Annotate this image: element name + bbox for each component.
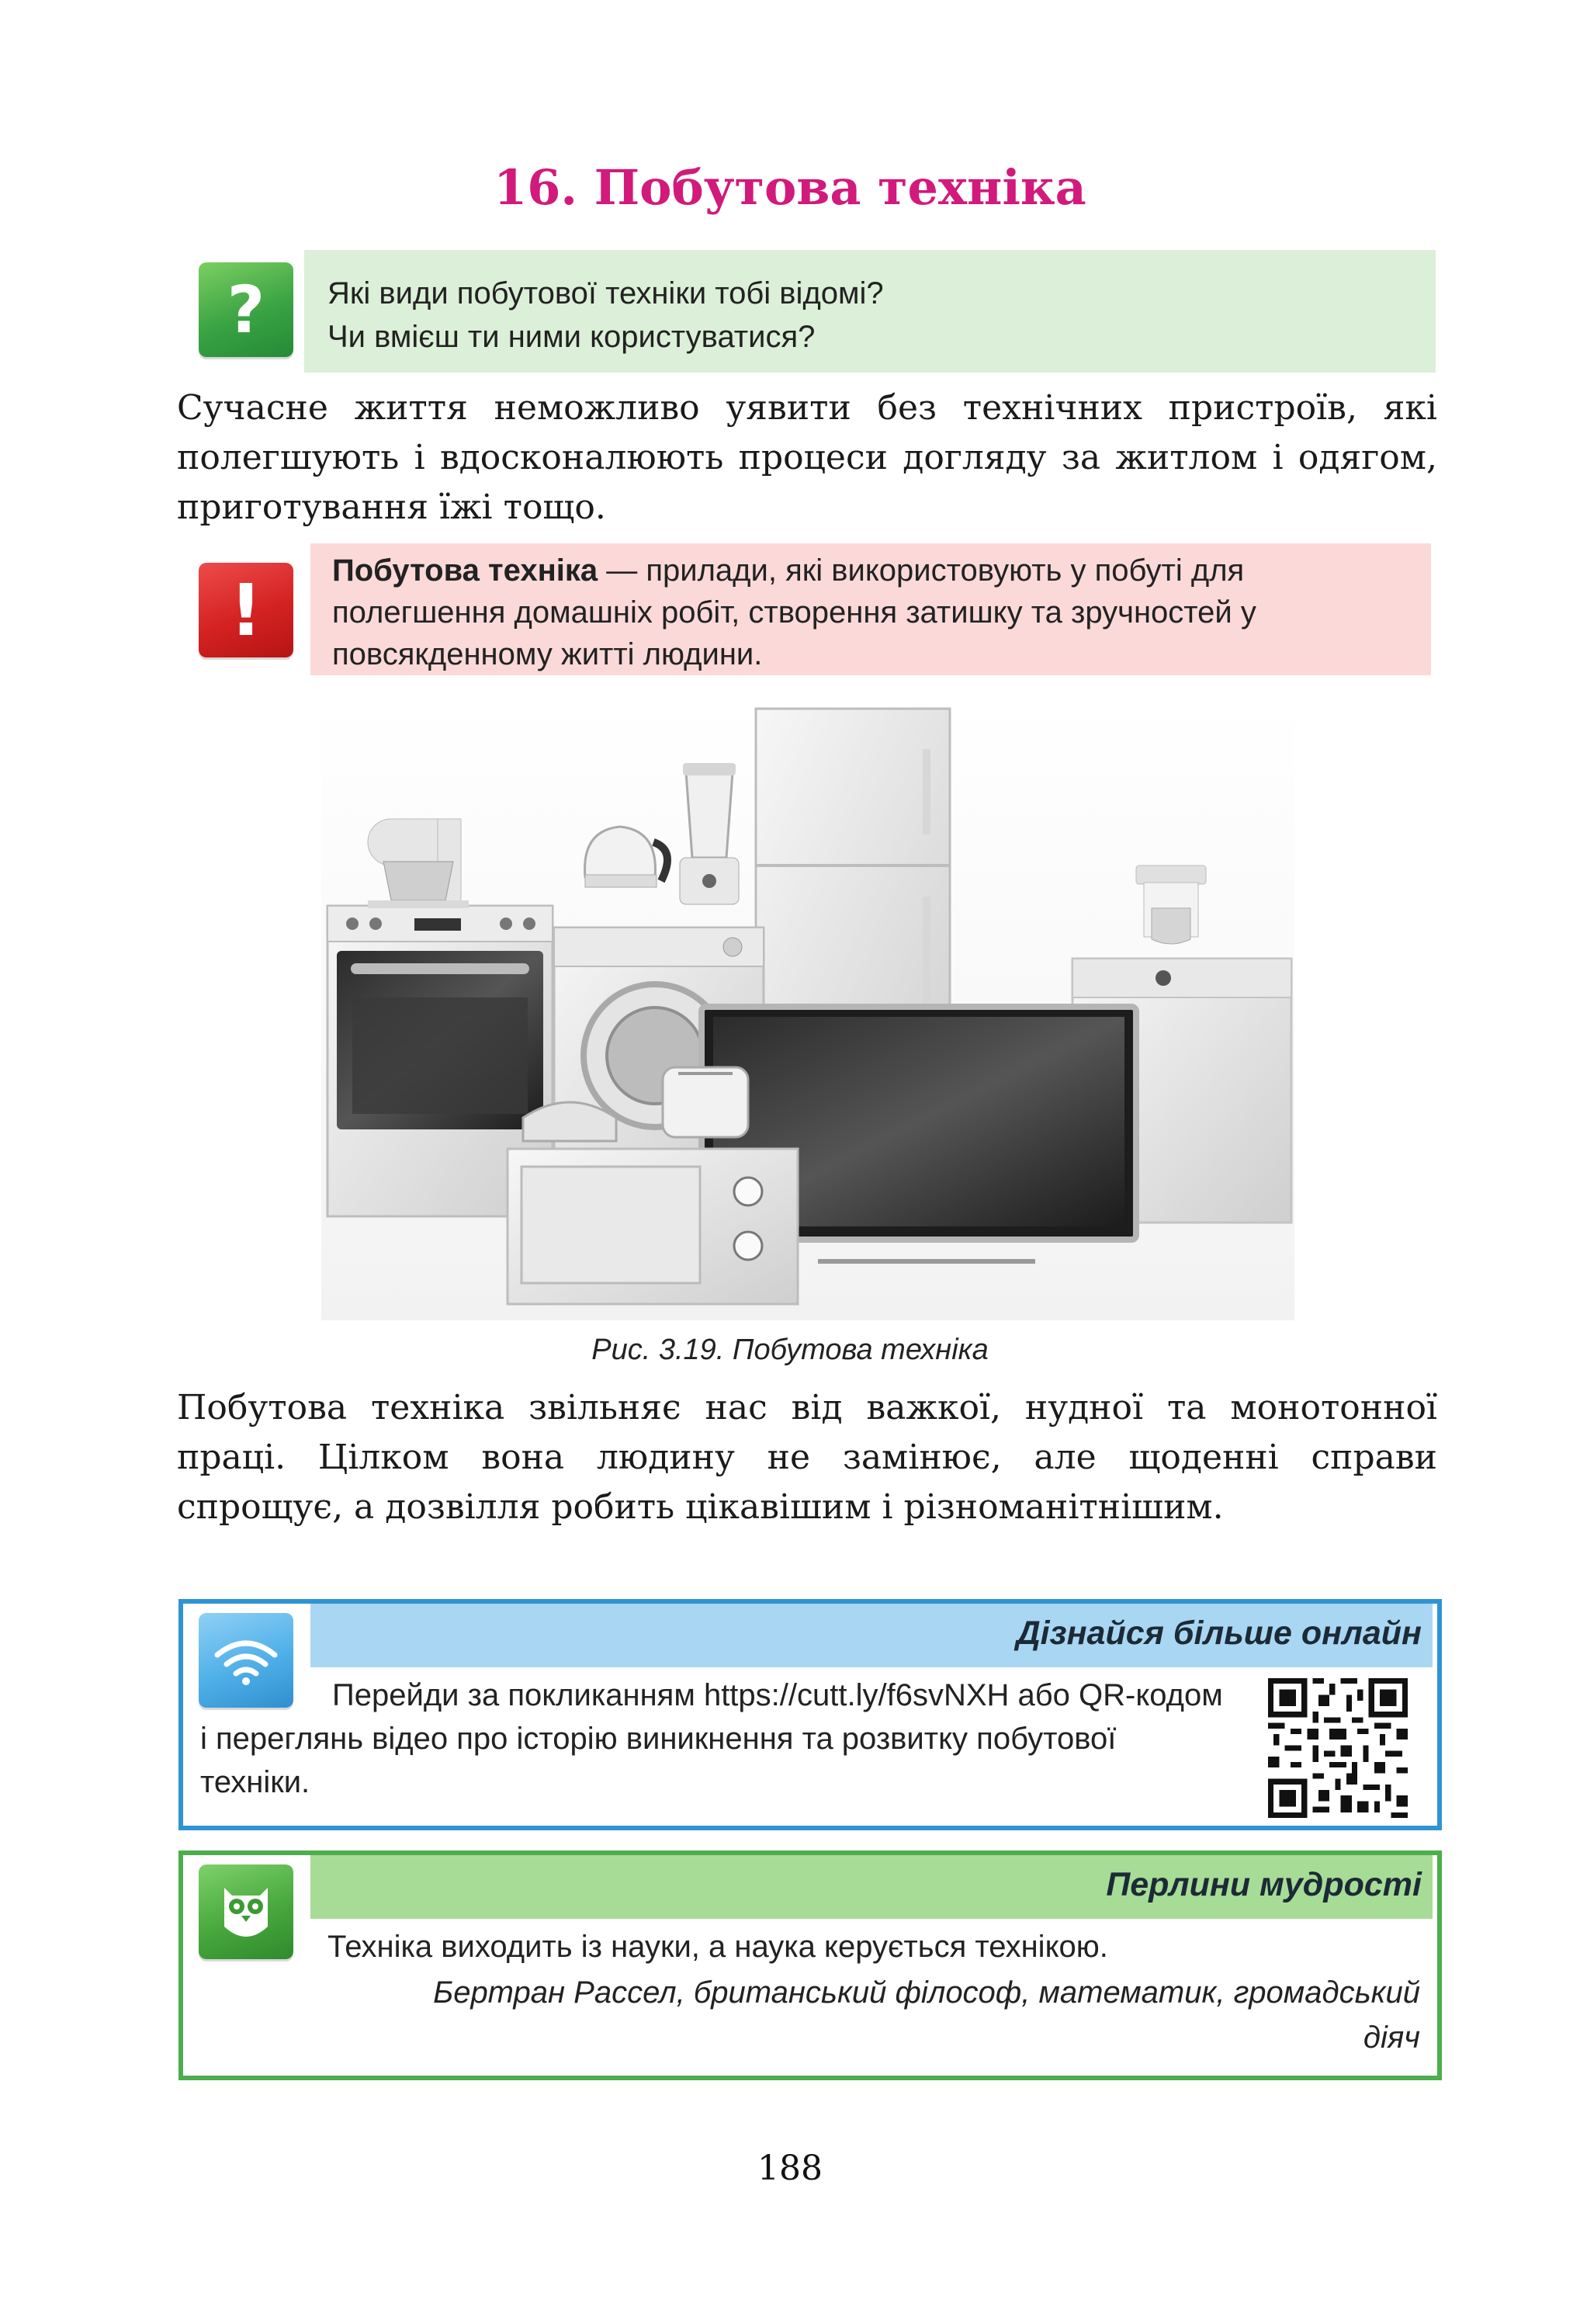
microwave-illustration <box>508 1149 798 1304</box>
figure-caption: Рис. 3.19. Побутова техніка <box>591 1334 989 1366</box>
toaster-illustration <box>663 1067 748 1137</box>
wisdom-title-bar <box>310 1855 1433 1919</box>
wisdom-author: Бертран Рассел, британський філософ, математик, громадський діяч <box>433 1975 1420 2055</box>
wisdom-title: Перлини мудрості <box>1106 1866 1422 1903</box>
coffee-maker-illustration <box>1136 865 1206 944</box>
question-text <box>327 272 884 359</box>
definition-text <box>332 550 1419 675</box>
exclamation-icon: ! <box>199 563 293 657</box>
question-icon: ? <box>199 262 293 357</box>
owl-icon <box>199 1864 293 1959</box>
page-number: 188 <box>757 2149 823 2188</box>
intro-paragraph: Сучасне життя неможливо уявити без технічних пристроїв, які полегшують і вдосконалюють процеси догляду за житлом і одягом, приготування їжі тощо. <box>177 388 1437 527</box>
definition-body: — прилади, які використовують у побуті для полегшення домашніх робіт, створення затишку та зручностей у повсякденному житті людини. <box>332 553 1256 671</box>
question-line-1: Які види побутової техніки тобі відомі? <box>327 276 884 310</box>
page-title: 16. Побутова техніка <box>494 159 1086 216</box>
online-title: Дізнайся більше онлайн <box>1016 1615 1422 1652</box>
online-title-bar <box>310 1604 1433 1667</box>
wisdom-quote: Техніка виходить із науки, а наука керується технікою. <box>327 1930 1108 1964</box>
qr-code[interactable] <box>1268 1678 1408 1818</box>
definition-term: Побутова техніка <box>332 553 598 588</box>
second-paragraph: Побутова техніка звільняє нас від важкої, нудної та монотонної праці. Цілком вона людину не замінює, але щоденні справи спрощує, а дозвілля робить цікавішим і різноманітнішим. <box>177 1388 1437 1527</box>
appliances-figure <box>321 702 1294 1320</box>
question-line-2: Чи вмієш ти ними користуватися? <box>327 320 816 354</box>
owl-glyph <box>215 1877 277 1947</box>
online-text: Перейди за покликанням https://cutt.ly/f6svNXH або QR-кодом і переглянь відео про історію виникнення та розвитку побутової техніки. <box>200 1678 1223 1799</box>
